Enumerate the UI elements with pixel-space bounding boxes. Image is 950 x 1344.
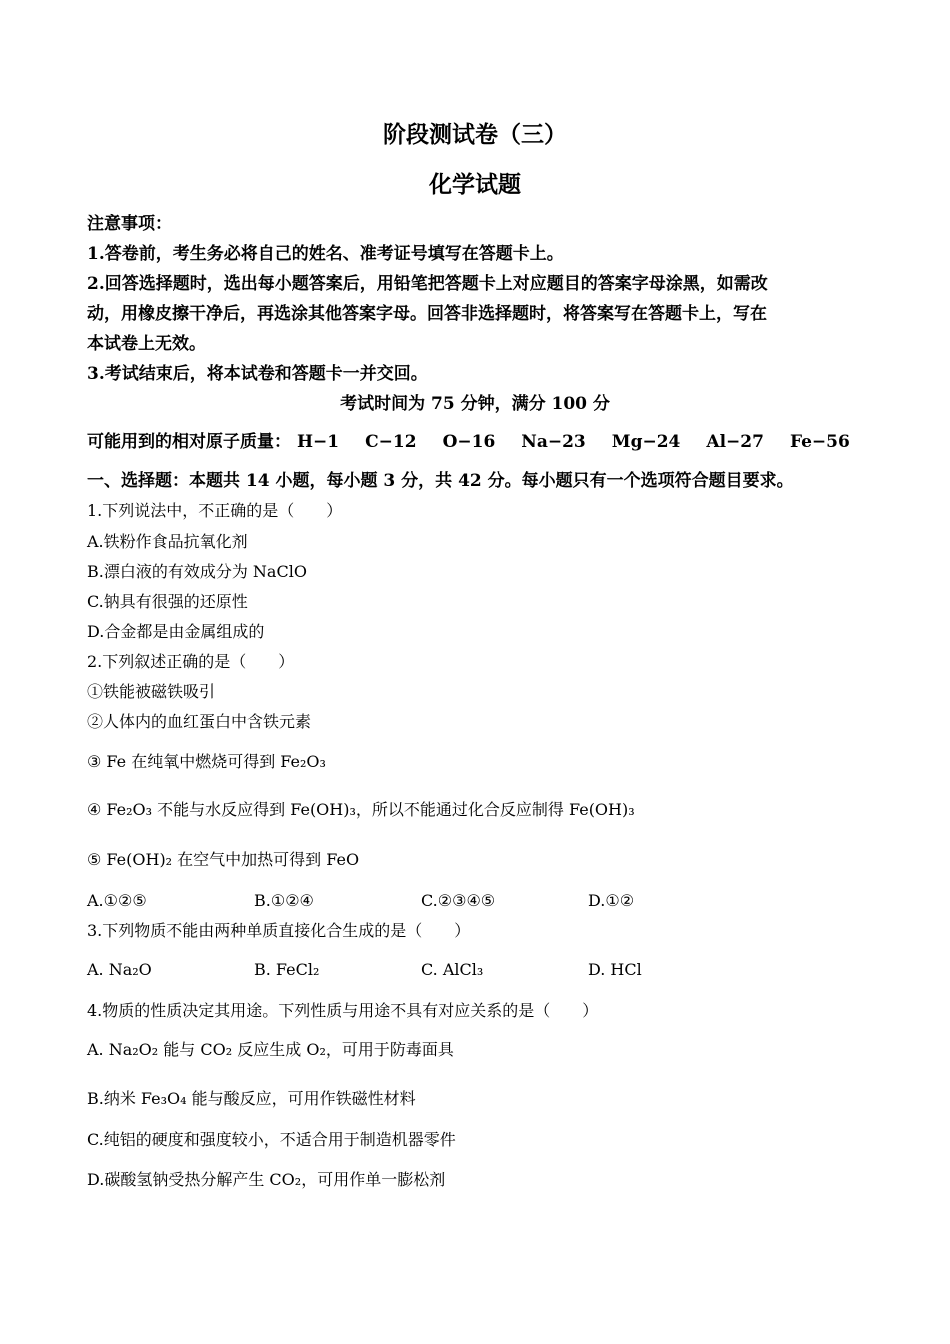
- question-stem: 3.下列物质不能由两种单质直接化合生成的是（ ）: [87, 921, 471, 940]
- note-line: 3.考试结束后，将本试卷和答题卡一并交回。: [87, 364, 428, 384]
- question-option: D. HCl: [588, 960, 642, 979]
- atomic-mass-value: Fe−56: [789, 432, 850, 452]
- section-heading: 一、选择题：本题共 14 小题，每小题 3 分，共 42 分。每小题只有一个选项符合题目要求。: [87, 471, 794, 491]
- atomic-mass-line: [87, 432, 876, 452]
- atomic-mass-value: Mg−24: [611, 432, 681, 452]
- question-option: C.纯铝的硬度和强度较小，不适合用于制造机器零件: [87, 1130, 456, 1149]
- note-line: 1.答卷前，考生务必将自己的姓名、准考证号填写在答题卡上。: [87, 244, 564, 264]
- page-subtitle: 化学试题: [429, 171, 521, 198]
- notes-heading: 注意事项：: [87, 214, 172, 234]
- question-stem: 1.下列说法中，不正确的是（ ）: [87, 501, 343, 520]
- question-stem: 4.物质的性质决定其用途。下列性质与用途不具有对应关系的是（ ）: [87, 1001, 599, 1020]
- question-option: A.①②⑤: [87, 891, 147, 910]
- statement: ①铁能被磁铁吸引: [87, 682, 216, 701]
- question-option: D.碳酸氢钠受热分解产生 CO₂，可用作单一膨松剂: [87, 1170, 446, 1189]
- question-option: D.合金都是由金属组成的: [87, 622, 265, 641]
- question-option: B.漂白液的有效成分为 NaClO: [87, 562, 307, 581]
- question-option: C.②③④⑤: [421, 891, 496, 910]
- atomic-mass-value: Na−23: [521, 432, 586, 452]
- question-option: D.①②: [588, 891, 635, 910]
- statement: ④ Fe₂O₃ 不能与水反应得到 Fe(OH)₃，所以不能通过化合反应制得 Fe(OH)₃: [87, 800, 635, 819]
- note-line: 2.回答选择题时，选出每小题答案后，用铅笔把答题卡上对应题目的答案字母涂黑，如需改: [87, 274, 768, 294]
- question-option: A. Na₂O₂ 能与 CO₂ 反应生成 O₂，可用于防毒面具: [87, 1040, 454, 1059]
- question-option: B. FeCl₂: [254, 960, 320, 979]
- note-line: 本试卷上无效。: [87, 334, 206, 354]
- question-option: C. AlCl₃: [421, 960, 484, 979]
- question-stem: 2.下列叙述正确的是（ ）: [87, 652, 295, 671]
- atomic-mass-value: O−16: [442, 432, 496, 452]
- statement: ③ Fe 在纯氧中燃烧可得到 Fe₂O₃: [87, 752, 326, 771]
- note-line: 动，用橡皮擦干净后，再选涂其他答案字母。回答非选择题时，将答案写在答题卡上，写在: [87, 304, 767, 324]
- exam-info: 考试时间为 75 分钟，满分 100 分: [340, 394, 610, 414]
- statement: ②人体内的血红蛋白中含铁元素: [87, 712, 312, 731]
- question-option: B.纳米 Fe₃O₄ 能与酸反应，可用作铁磁性材料: [87, 1089, 416, 1108]
- question-option: A. Na₂O: [87, 960, 152, 979]
- atomic-mass-value: Al−27: [706, 432, 764, 452]
- statement: ⑤ Fe(OH)₂ 在空气中加热可得到 FeO: [87, 850, 360, 869]
- question-option: A.铁粉作食品抗氧化剂: [87, 532, 248, 551]
- atomic-mass-value: H−1: [297, 432, 340, 452]
- atomic-mass-value: C−12: [365, 432, 417, 452]
- atomic-mass-label: 可能用到的相对原子质量：: [87, 432, 291, 452]
- page-title: 阶段测试卷（三）: [383, 121, 567, 148]
- question-option: C.钠具有很强的还原性: [87, 592, 248, 611]
- question-option: B.①②④: [254, 891, 314, 910]
